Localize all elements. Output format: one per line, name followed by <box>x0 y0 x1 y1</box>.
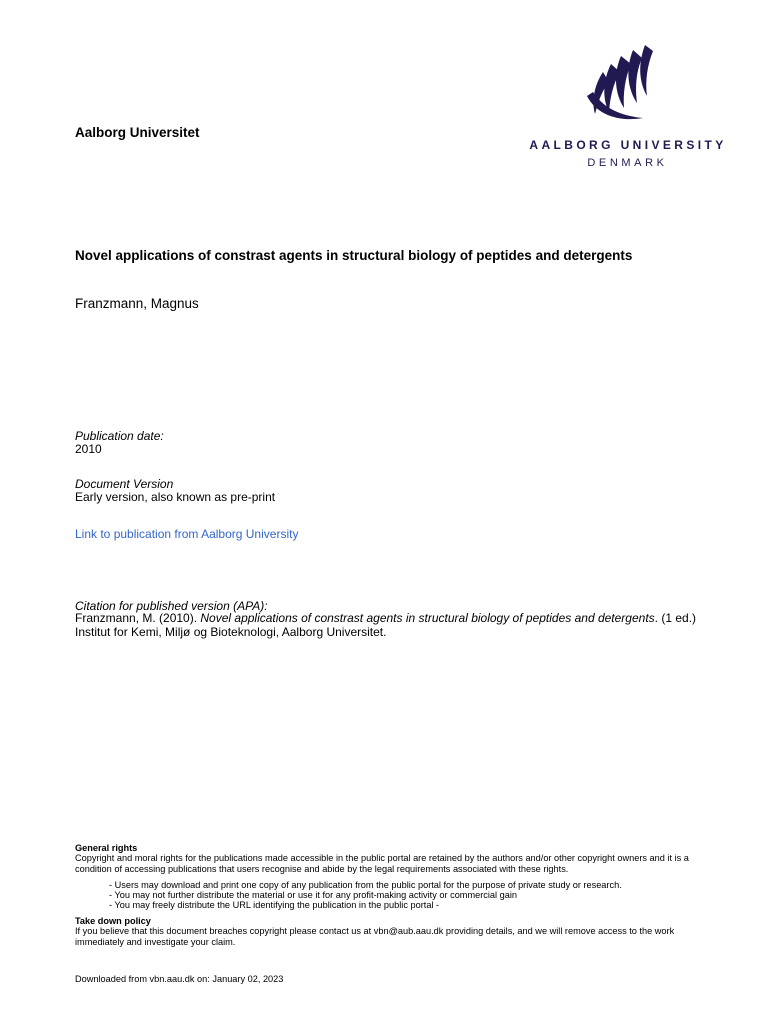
citation-text <box>75 612 725 639</box>
citation-title: Novel applications of constrast agents in structural biology of peptides and detergents <box>200 611 655 625</box>
citation-prefix: Franzmann, M. (2010). <box>75 611 201 625</box>
logo-emblem-icon <box>525 40 730 135</box>
document-title: Novel applications of constrast agents in structural biology of peptides and detergents <box>75 248 633 263</box>
general-rights-section <box>75 843 725 911</box>
citation-label: Citation for published version (APA): <box>75 599 268 613</box>
take-down-text: If you believe that this document breaches copyright please contact us at vbn@aub.aau.dk providing details, and we will remove access to the work immediately and investigate your claim. <box>75 926 675 947</box>
author-name: Franzmann, Magnus <box>75 296 199 311</box>
general-rights-text: Copyright and moral rights for the publications made accessible in the public portal are retained by the authors and/or other copyright owners and it is a condition of accessing publications that users recognise and abide by the legal requirements associated with these rights. <box>75 853 689 874</box>
take-down-section <box>75 916 725 947</box>
downloaded-note: Downloaded from vbn.aau.dk on: January 02, 2023 <box>75 974 284 984</box>
list-item: - You may not further distribute the material or use it for any profit-making activity or commercial gain <box>109 890 517 901</box>
logo-country: DENMARK <box>587 157 668 169</box>
list-item: - Users may download and print one copy of any publication from the public portal for the purpose of private study or research. <box>109 879 622 890</box>
document-version-label: Document Version <box>75 477 174 491</box>
publication-link[interactable]: Link to publication from Aalborg University <box>75 527 299 541</box>
logo-wordmark: AALBORG UNIVERSITY <box>529 138 727 152</box>
document-version-value: Early version, also known as pre-print <box>75 490 276 504</box>
general-rights-heading: General rights <box>75 843 138 853</box>
take-down-heading: Take down policy <box>75 916 151 926</box>
university-heading: Aalborg Universitet <box>75 125 200 140</box>
publication-date-value: 2010 <box>75 442 102 456</box>
list-item: - You may freely distribute the URL identifying the publication in the public portal - <box>109 900 440 911</box>
aalborg-university-logo <box>525 40 730 175</box>
publication-date-label: Publication date: <box>75 429 164 443</box>
general-rights-list <box>109 880 725 911</box>
citation-suffix: . (1 ed.) Institut for Kemi, Miljø og Bioteknologi, Aalborg Universitet. <box>75 611 697 639</box>
